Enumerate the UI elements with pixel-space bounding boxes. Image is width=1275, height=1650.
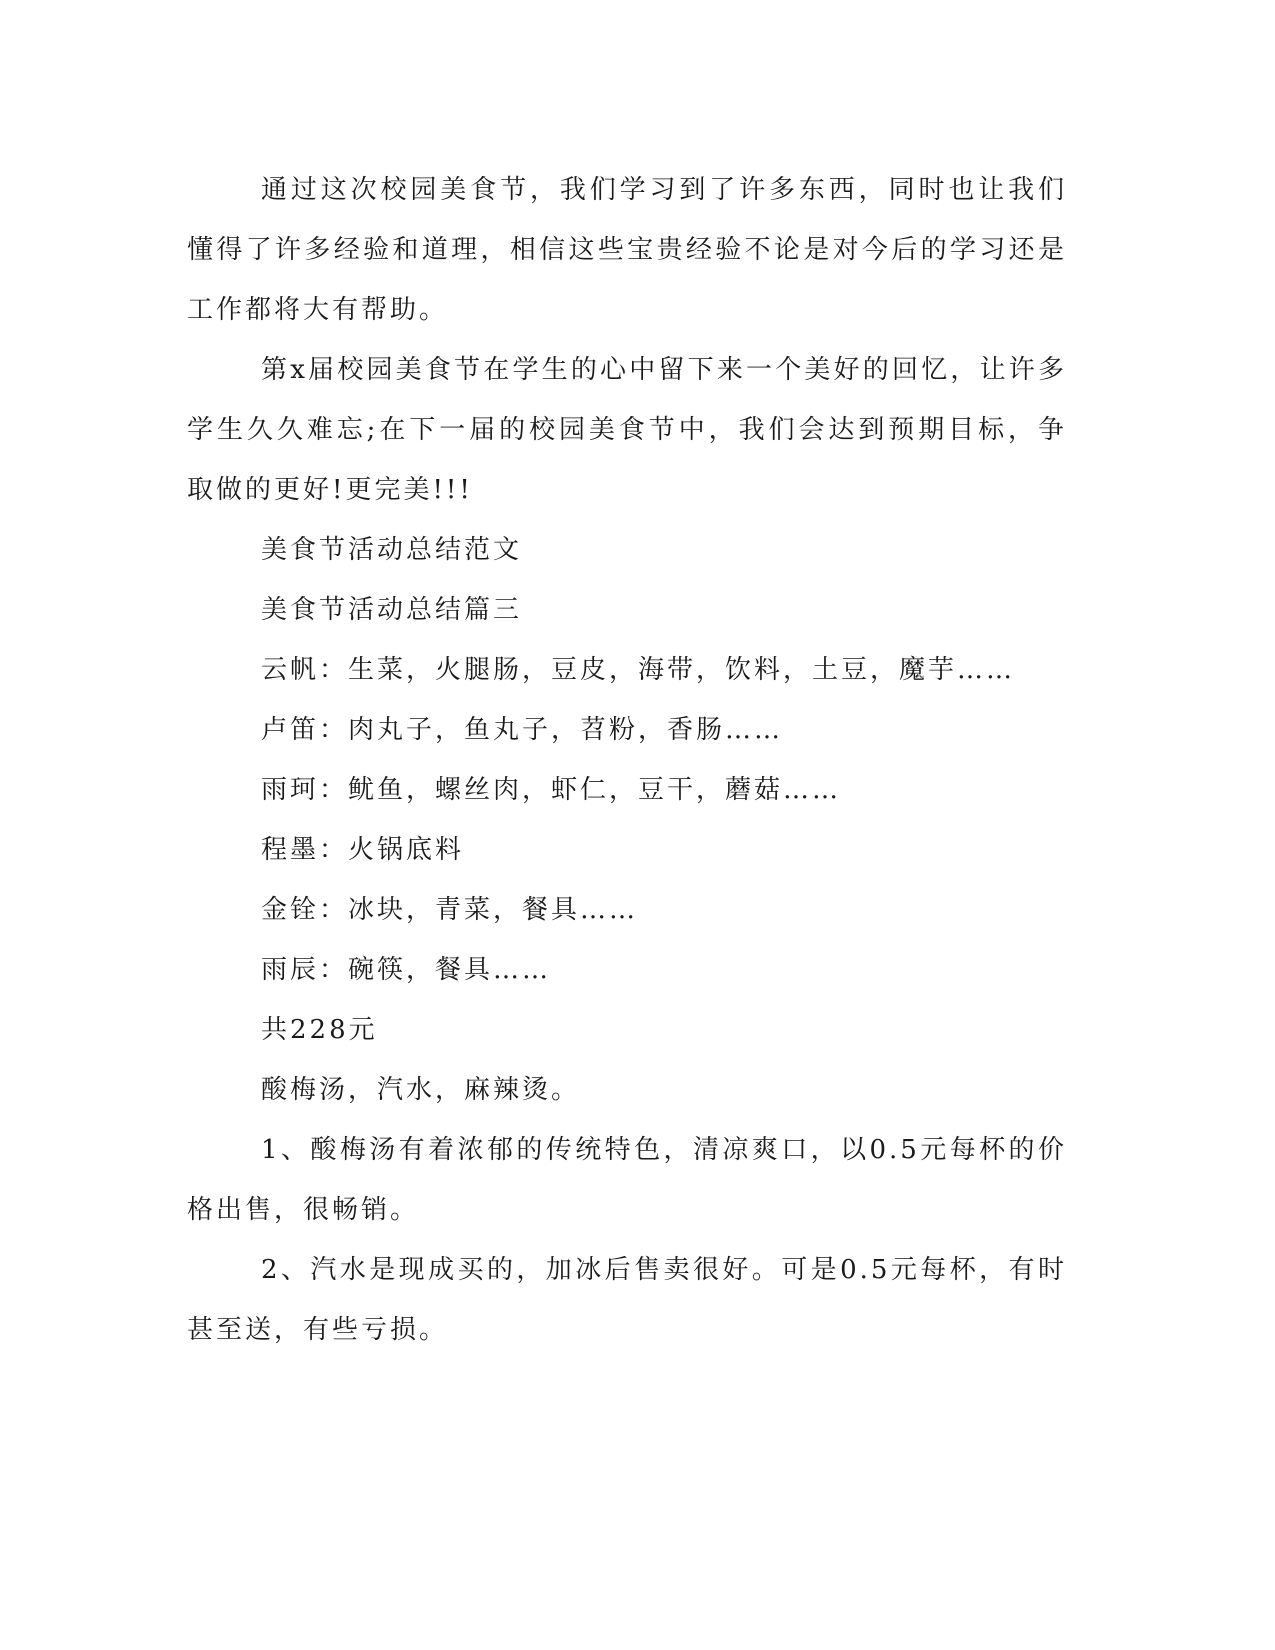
document-body bbox=[187, 160, 1067, 1360]
purchase-line-chengmo: 程墨：火锅底料 bbox=[261, 835, 465, 865]
document-title: 美食节活动总结范文 bbox=[261, 535, 523, 565]
purchase-line-yunfan: 云帆：生菜，火腿肠，豆皮，海带，饮料，土豆，魔芋…… bbox=[261, 655, 1016, 685]
purchase-line-ludi: 卢笛：肉丸子，鱼丸子，苕粉，香肠…… bbox=[261, 715, 784, 745]
product-list: 酸梅汤，汽水，麻辣烫。 bbox=[261, 1075, 581, 1105]
note-sour-plum-soup: 1、酸梅汤有着浓郁的传统特色，清凉爽口，以0.5元每杯的价格出售，很畅销。 bbox=[187, 1135, 1067, 1225]
purchase-line-jinquan: 金铨：冰块，青菜，餐具…… bbox=[261, 895, 639, 925]
total-cost: 共228元 bbox=[261, 1015, 378, 1045]
paragraph-memory: 第x届校园美食节在学生的心中留下来一个美好的回忆，让许多学生久久难忘;在下一届的校园美食节中，我们会达到预期目标，争取做的更好!更完美!!! bbox=[187, 355, 1067, 505]
purchase-line-yuchen: 雨辰：碗筷，餐具…… bbox=[261, 955, 552, 985]
document-subtitle: 美食节活动总结篇三 bbox=[261, 595, 523, 625]
paragraph-reflection: 通过这次校园美食节，我们学习到了许多东西，同时也让我们懂得了许多经验和道理，相信这些宝贵经验不论是对今后的学习还是工作都将大有帮助。 bbox=[187, 175, 1067, 325]
note-soda: 2、汽水是现成买的，加冰后售卖很好。可是0.5元每杯，有时甚至送，有些亏损。 bbox=[187, 1255, 1067, 1345]
purchase-line-yuke: 雨珂：鱿鱼，螺丝肉，虾仁，豆干，蘑菇…… bbox=[261, 775, 842, 805]
